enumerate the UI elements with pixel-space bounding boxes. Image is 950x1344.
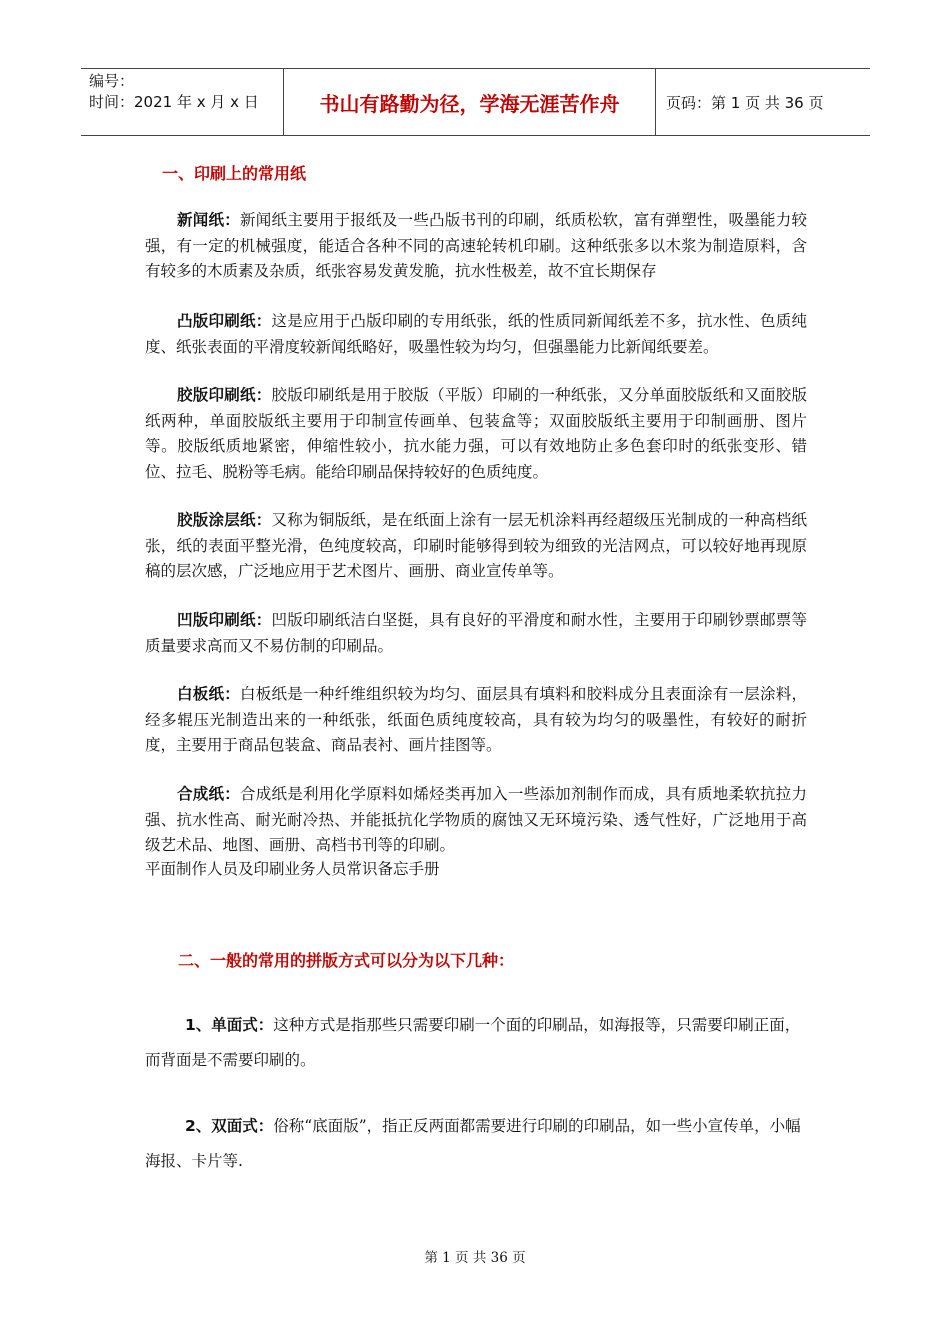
term-description: 俗称“底面版”，指正反两面都需要进行印刷的印刷品，如一些小宣传单，小幅海报、卡片等. (145, 1117, 801, 1170)
term-label: 白板纸： (177, 685, 241, 703)
header-page-info: 页码：第 1 页 共 36 页 (666, 93, 824, 112)
page-footer: 第 1 页 共 36 页 (424, 1250, 526, 1266)
paragraph-offset-paper (145, 383, 807, 485)
document-time-label: 时间：2021 年 x 月 x 日 (89, 93, 259, 111)
paragraph-synthetic-paper (145, 782, 807, 859)
term-label: 2、双面式： (185, 1117, 274, 1135)
imposition-double-sided (145, 1109, 807, 1179)
section-1-title: 一、印刷上的常用纸 (162, 164, 307, 183)
paragraph-letterpress-paper (145, 309, 807, 360)
paragraph-gravure-paper (145, 608, 807, 659)
term-label: 凹版印刷纸： (177, 611, 272, 629)
header-motto: 书山有路勤为径，学海无涯苦作舟 (283, 69, 656, 135)
term-label: 新闻纸： (177, 211, 241, 229)
term-description: 合成纸是利用化学原料如烯烃类再加入一些添加剂制作而成，具有质地柔软抗拉力强、抗水性高、耐光耐冷热、并能抵抗化学物质的腐蚀又无环境污染、透气性好，广泛地用于高级艺术品、地图、画册、高档书刊等的印刷。 (145, 785, 807, 854)
term-description: 胶版印刷纸是用于胶版（平版）印刷的一种纸张，又分单面胶版纸和又面胶版纸两种，单面胶版纸主要用于印制宣传画单、包装盒等；双面胶版纸主要用于印制画册、图片等。胶版纸质地紧密，伸缩性较小，抗水能力强，可以有效地防止多色套印时的纸张变形、错位、拉毛、脱粉等毛病。能给印刷品保持较好的色质纯度。 (145, 386, 807, 481)
section-2-title: 二、一般的常用的拼版方式可以分为以下几种： (178, 951, 515, 970)
term-label: 凸版印刷纸： (177, 312, 272, 330)
term-description: 这种方式是指那些只需要印刷一个面的印刷品，如海报等，只需要印刷正面，而背面是不需要印刷的。 (145, 1016, 801, 1069)
paragraph-coated-paper (145, 508, 807, 585)
handbook-note: 平面制作人员及印刷业务人员常识备忘手册 (145, 860, 440, 878)
paragraph-newsprint (145, 208, 807, 285)
paragraph-whiteboard-paper (145, 682, 807, 759)
imposition-single-sided (145, 1008, 807, 1078)
term-description: 凹版印刷纸洁白坚挺，具有良好的平滑度和耐水性，主要用于印刷钞票邮票等质量要求高而又不易仿制的印刷品。 (145, 611, 807, 655)
term-label: 胶版印刷纸： (177, 386, 272, 404)
document-number-label: 编号： (89, 72, 135, 90)
term-description: 白板纸是一种纤维组织较为均匀、面层具有填料和胶料成分且表面涂有一层涂料，经多辊压光制造出来的一种纸张，纸面色质纯度较高，具有较为均匀的吸墨性，有较好的耐折度，主要用于商品包装盒、商品表衬、画片挂图等。 (145, 685, 807, 754)
term-label: 胶版涂层纸： (177, 511, 272, 529)
page-header (81, 68, 870, 136)
term-label: 合成纸： (177, 785, 241, 803)
term-description: 这是应用于凸版印刷的专用纸张，纸的性质同新闻纸差不多，抗水性、色质纯度、纸张表面的平滑度较新闻纸略好，吸墨性较为均匀，但强墨能力比新闻纸要差。 (145, 312, 807, 356)
term-description: 又称为铜版纸，是在纸面上涂有一层无机涂料再经超级压光制成的一种高档纸张，纸的表面平整光滑，色纯度较高，印刷时能够得到较为细致的光洁网点，可以较好地再现原稿的层次感，广泛地应用于艺术图片、画册、商业宣传单等。 (145, 511, 807, 580)
term-description: 新闻纸主要用于报纸及一些凸版书刊的印刷，纸质松软，富有弹塑性，吸墨能力较强，有一定的机械强度，能适合各种不同的高速轮转机印刷。这种纸张多以木浆为制造原料，含有较多的木质素及杂质，纸张容易发黄发脆，抗水性极差，故不宜长期保存 (145, 211, 807, 280)
term-label: 1、单面式： (185, 1016, 274, 1034)
header-meta (81, 69, 283, 135)
